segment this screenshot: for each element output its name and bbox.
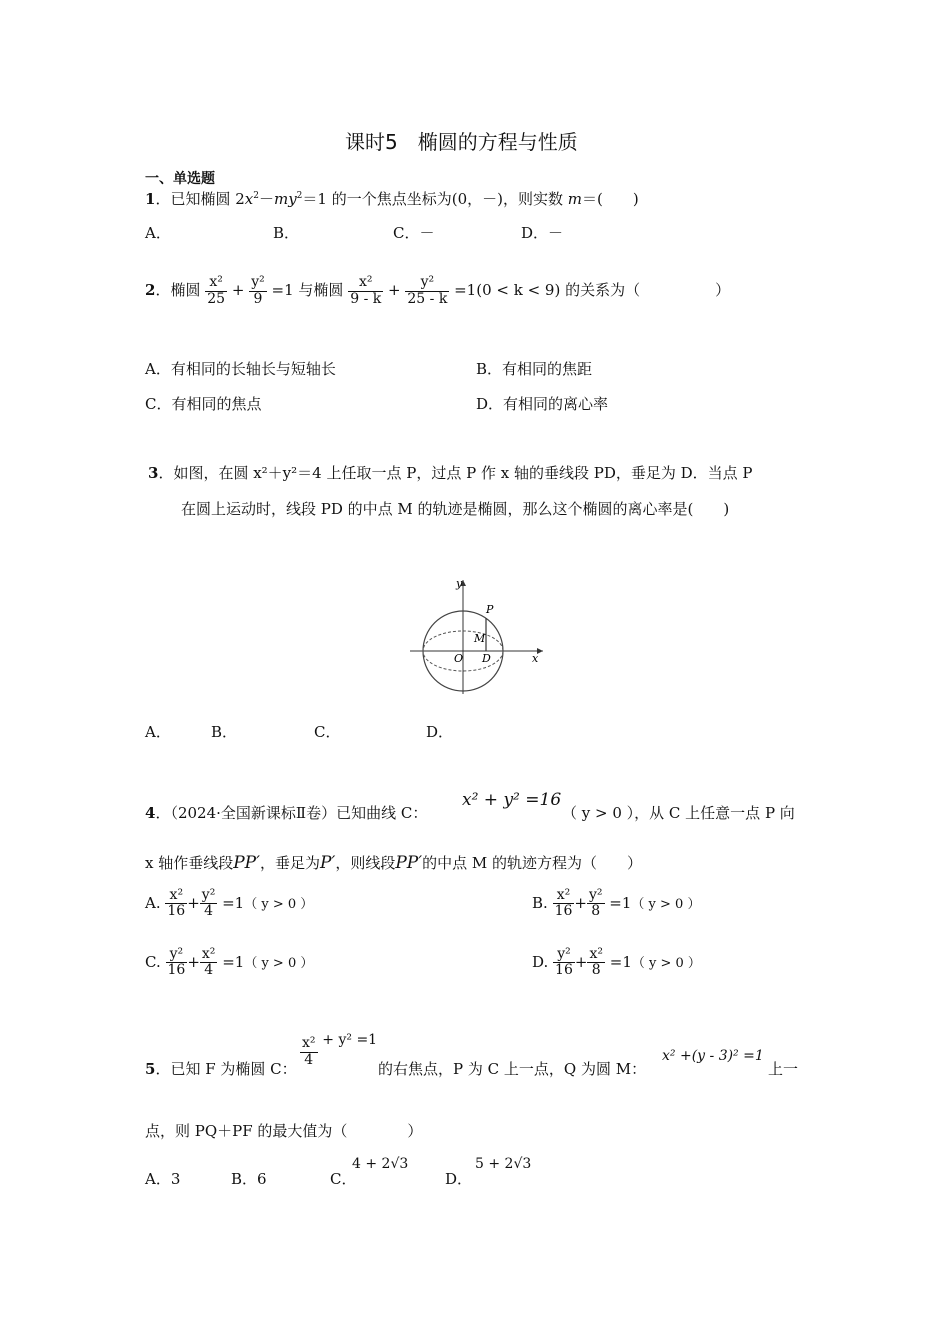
- q2-fraction: $\frac{\text{x²}}{25}$: [207, 274, 226, 307]
- q5-option-a[interactable]: A．3: [145, 1170, 181, 1188]
- label-p: P: [486, 603, 494, 616]
- q4-curve-equation: x² + y² =16: [462, 790, 562, 810]
- q1-text: ＝( ): [581, 190, 639, 208]
- q5-option-b[interactable]: B．6: [231, 1170, 267, 1188]
- q4-text: ．（2024·全国新课标Ⅱ卷）已知曲线 C：: [155, 804, 428, 822]
- q1-text: ＝1 的一个焦点坐标为(0，－)，则实数: [302, 190, 568, 208]
- q5-option-d[interactable]: D．: [445, 1170, 473, 1188]
- question-number: 4: [145, 804, 156, 822]
- q3-option-a[interactable]: A．: [145, 723, 171, 741]
- q3-option-d[interactable]: D．: [426, 723, 454, 741]
- q2-plus: +: [388, 281, 401, 299]
- question-number: 3: [148, 464, 159, 482]
- question-number: 1: [145, 190, 156, 208]
- q2-equals: =1(0 < k < 9): [454, 281, 561, 299]
- q1-option-b[interactable]: B．: [273, 224, 300, 242]
- q1-var-x: x: [244, 190, 254, 208]
- q4-text: ，垂足为: [259, 854, 320, 872]
- q2-equals: =1: [271, 281, 294, 299]
- question-1: 1．已知椭圆 $2x^2-my^2=1$ 的一个焦点坐标为(0，－)，则实数 m＝( ): [145, 190, 639, 208]
- question-5: [145, 1058, 297, 1079]
- q4-option-d[interactable]: D. $\frac{\text{y²}}{16}$ + $\frac{\text{x²}}{8}$ =1（ y > 0 ）: [532, 946, 701, 979]
- q3-text: ．如图，在圆 x²＋y²＝4 上任取一点 P，过点 P 作 x 轴的垂线段 PD，垂足为 D．当点 P: [158, 464, 753, 482]
- q5-text: ．已知 F 为椭圆 C：: [155, 1060, 297, 1078]
- q3-option-b[interactable]: B．: [211, 723, 238, 741]
- q2-fraction: $\frac{\text{x²}}{9 - k}$: [350, 274, 382, 307]
- q1-var-my: my: [273, 190, 297, 208]
- q4-option-b[interactable]: B. $\frac{\text{x²}}{16}$ + $\frac{\text{y²}}{8}$ =1（ y > 0 ）: [532, 887, 701, 920]
- question-number: 2: [145, 281, 156, 299]
- q4-option-a[interactable]: A. $\frac{\text{x²}}{16}$ + $\frac{\text{y²}}{4}$ =1（ y > 0 ）: [145, 887, 314, 920]
- q5-ellipse-equation: $\frac{\text{x²}}{4}$ + y² =1: [302, 1032, 378, 1068]
- q1-var-m: m: [567, 190, 582, 208]
- q2-fraction: $\frac{\text{y²}}{9}$: [251, 274, 265, 307]
- q5-text-c: 上一: [768, 1060, 799, 1078]
- label-y: y: [456, 577, 463, 590]
- q2-text: ．椭圆: [155, 281, 201, 299]
- q4-text: x 轴作垂线段: [145, 854, 234, 872]
- q2-text: 的关系为（ ）: [565, 281, 731, 299]
- q1-option-d[interactable]: D．－: [521, 224, 564, 242]
- label-o: O: [454, 652, 464, 665]
- q5-option-c-value: 4 + 2√3: [352, 1156, 409, 1172]
- q2-text: 与椭圆: [298, 281, 344, 299]
- question-2: [145, 270, 730, 310]
- q4-text: ，则线段: [335, 854, 396, 872]
- page-title: 课时5 椭圆的方程与性质: [345, 130, 578, 154]
- q5-circle-equation: x² +(y - 3)² =1: [662, 1048, 764, 1064]
- q4-text: 的中点 M 的轨迹方程为（ ）: [422, 854, 642, 872]
- q2-option-b[interactable]: B．有相同的焦距: [476, 360, 593, 378]
- q3-option-c[interactable]: C．: [314, 723, 341, 741]
- q3-text-line2: 在圆上运动时，线段 PD 的中点 M 的轨迹是椭圆，那么这个椭圆的离心率是( ): [181, 500, 730, 518]
- q2-option-a[interactable]: A．有相同的长轴长与短轴长: [145, 360, 336, 378]
- q2-fraction: $\frac{\text{y²}}{25 - k}$: [407, 274, 448, 307]
- q1-text: ．已知椭圆 2: [155, 190, 245, 208]
- q1-option-a[interactable]: A．: [145, 224, 171, 242]
- q2-option-c[interactable]: C．有相同的焦点: [145, 395, 262, 413]
- q4-option-c[interactable]: C. $\frac{\text{y²}}{16}$ + $\frac{\text{x²}}{4}$ =1（ y > 0 ）: [145, 946, 314, 979]
- question-number: 5: [145, 1060, 156, 1078]
- label-m: M: [474, 632, 486, 645]
- q5-text-b: 的右焦点，P 为 C 上一点，Q 为圆 M：: [378, 1060, 647, 1078]
- q1-option-c[interactable]: C．－: [393, 224, 435, 242]
- label-x: x: [532, 652, 539, 665]
- q5-option-c[interactable]: C．: [330, 1170, 357, 1188]
- q2-plus: +: [231, 281, 245, 299]
- section-heading: 一、单选题: [145, 171, 215, 187]
- q5-option-d-value: 5 + 2√3: [475, 1156, 532, 1172]
- label-d: D: [482, 652, 491, 665]
- q1-text: －: [258, 190, 274, 208]
- q5-line2: 点，则 PQ＋PF 的最大值为（ ）: [145, 1122, 423, 1140]
- q4-pp-segment: PP′: [395, 853, 423, 873]
- question-4: [145, 802, 427, 823]
- q4-p-prime: P′: [320, 853, 336, 873]
- q4-line2: [145, 852, 642, 873]
- q2-option-d[interactable]: D．有相同的离心率: [476, 395, 609, 413]
- q4-condition: （ y > 0 ），从 C 上任意一点 P 向: [562, 804, 795, 822]
- circle-ellipse-figure: [405, 572, 550, 697]
- question-3: [148, 462, 753, 483]
- q4-pp-segment: PP′: [233, 853, 260, 873]
